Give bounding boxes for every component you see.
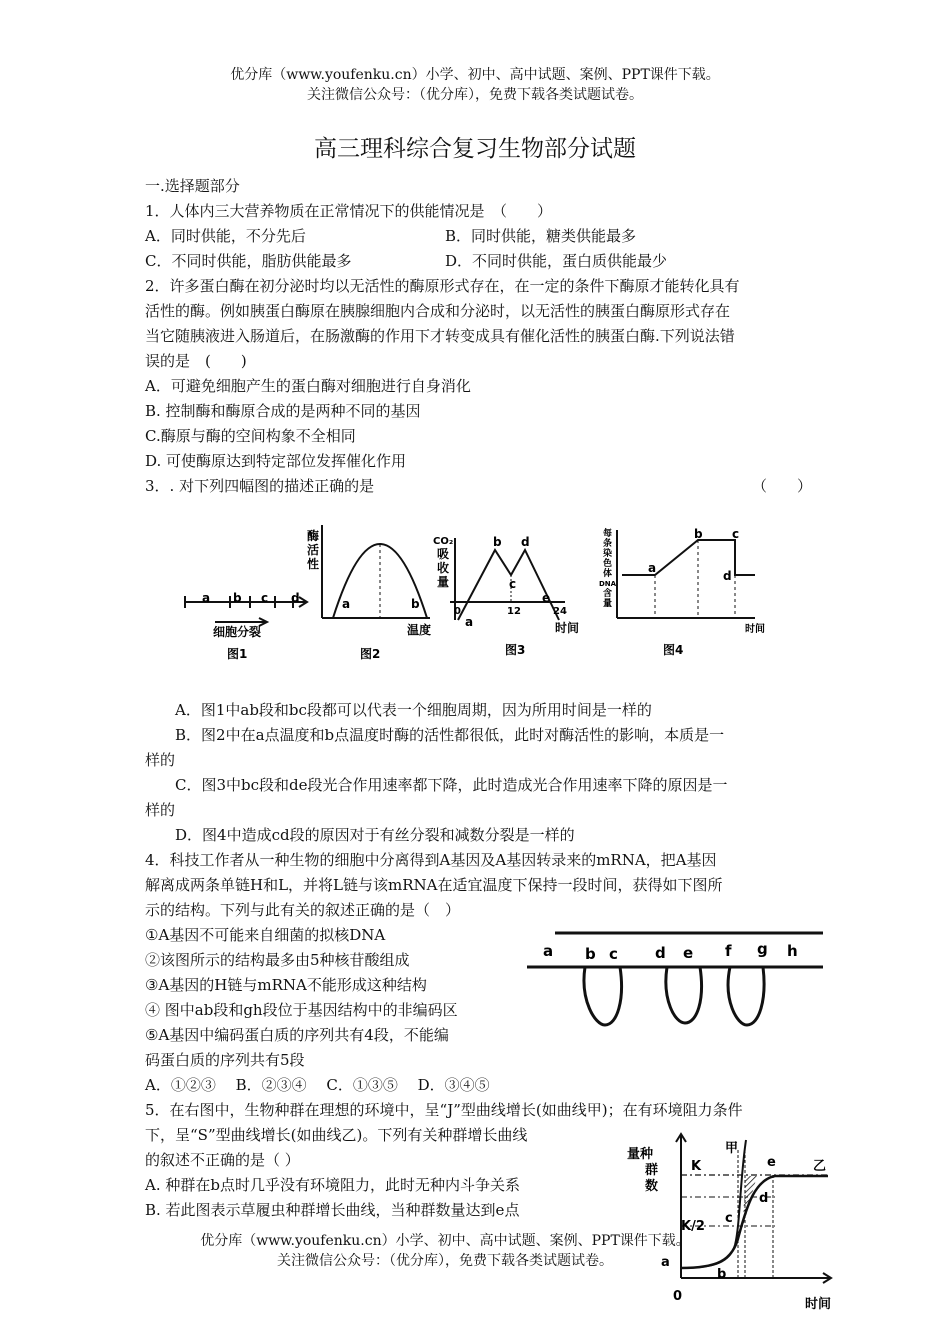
fig4-ylabel-7: 含 (603, 589, 613, 599)
q5-ylabel-3: 数 (645, 1179, 659, 1194)
q2-option-a: A．可避免细胞产生的蛋白酶对细胞进行自身消化 (145, 377, 471, 395)
q5-stem-line-1: 5．在右图中，生物种群在理想的环境中，呈“J”型曲线增长(如曲线甲)；在有环境阻力条件 (145, 1101, 743, 1119)
q4-label-h: h (787, 942, 798, 960)
q3-answer-paren: （ ） (752, 477, 813, 495)
fig3-point-c: c (509, 577, 517, 591)
q2-option-d: D. 可使酶原达到特定部位发挥催化作用 (145, 452, 407, 470)
q1-option-c: C．不同时供能，脂肪供能最多 (145, 252, 352, 270)
q4-statement-3: ③A基因的H链与mRNA不能形成这种结构 (145, 976, 427, 994)
q5-curve-yi: 乙 (813, 1159, 827, 1174)
fig1-point-b: b (233, 591, 242, 605)
q4-statement-4: ④ 图中ab段和gh段位于基因结构中的非编码区 (145, 1001, 458, 1019)
q5-xlabel: 时间 (805, 1297, 832, 1312)
q4-label-a: a (543, 942, 554, 960)
fig3-ylabel-2: 吸 (437, 547, 450, 561)
fig1-xlabel: 细胞分裂 (213, 625, 262, 639)
fig4-dna-per-chromosome (617, 530, 755, 618)
fig3-xlabel: 时间 (555, 621, 580, 635)
q4-label-e: e (683, 944, 694, 962)
header-line-1: 优分库（www.youfenku.cn）小学、初中、高中试题、案例、PPT课件下载。 (230, 67, 720, 83)
fig4-ylabel-2: 条 (603, 539, 613, 549)
fig4-ylabel-6: DNA (599, 580, 617, 588)
fig2-point-b: b (411, 597, 420, 611)
fig4-ylabel-1: 每 (603, 529, 613, 539)
fig3-caption: 图3 (505, 643, 526, 657)
q5-point-c: c (725, 1211, 733, 1226)
fig3-tick-0: 0 (454, 606, 461, 617)
q3-option-d: D．图4中造成cd段的原因对于有丝分裂和减数分裂是一样的 (175, 826, 575, 844)
q4-stem-line-1: 4．科技工作者从一种生物的细胞中分离得到A基因及A基因转录来的mRNA，把A基因 (145, 851, 717, 869)
fig3-ylabel-3: 收 (437, 561, 450, 575)
q3-stem: 3．. 对下列四幅图的描述正确的是 (145, 477, 375, 495)
q4-hybrid-figure (525, 925, 825, 1035)
fig3-point-e: e (542, 591, 551, 605)
fig3-point-a: a (465, 615, 474, 629)
q4-choices: A．①②③ B．②③④ C．①③⑤ D．③④⑤ (145, 1076, 490, 1094)
q5-ylabel-1: 量种 (627, 1147, 654, 1162)
q4-label-g: g (757, 940, 768, 958)
q2-stem-line-1: 2．许多蛋白酶在初分泌时均以无活性的酶原形式存在，在一定的条件下酶原才能转化具有 (145, 277, 740, 295)
header-line-2: 关注微信公众号：（优分库），免费下载各类试题试卷。 (307, 87, 643, 103)
q5-stem-line-3: 的叙述不正确的是（ ） (145, 1151, 300, 1169)
fig2-point-a: a (342, 597, 351, 611)
section-heading: 一.选择题部分 (145, 177, 240, 195)
fig4-point-b: b (694, 527, 703, 541)
q4-statement-5-line-1: ⑤A基因中编码蛋白质的序列共有4段，不能编 (145, 1026, 449, 1044)
q3-four-figures (175, 520, 795, 670)
fig2-caption: 图2 (360, 647, 381, 661)
fig4-ylabel-3: 染 (603, 549, 613, 559)
q5-k-label: K (691, 1159, 702, 1174)
fig2-ylabel-3: 性 (307, 557, 320, 571)
q5-point-b: b (717, 1267, 727, 1282)
q3-option-c-line-2: 样的 (145, 801, 176, 819)
fig2-xlabel: 温度 (407, 623, 432, 637)
q5-option-a: A. 种群在b点时几乎没有环境阻力，此时无种内斗争关系 (145, 1176, 520, 1194)
fig3-ylabel-4: 量 (437, 575, 450, 589)
q4-label-f: f (725, 942, 732, 960)
q5-stem-line-2: 下，呈“S”型曲线增长(如曲线乙)。下列有关种群增长曲线 (145, 1126, 528, 1144)
q4-statement-5-line-2: 码蛋白质的序列共有5段 (145, 1051, 305, 1069)
q4-stem-line-3: 示的结构。下列与此有关的叙述正确的是（ ） (145, 901, 461, 919)
fig3-point-d: d (521, 535, 530, 549)
q2-option-c: C.酶原与酶的空间构象不全相同 (145, 427, 356, 445)
q4-strands (527, 933, 823, 1025)
q2-stem-line-2: 活性的酶。例如胰蛋白酶原在胰腺细胞内合成和分泌时，以无活性的胰蛋白酶原形式存在 (145, 302, 731, 320)
q5-point-a: a (661, 1255, 670, 1270)
q2-stem-line-4: 误的是 ( ) (145, 352, 247, 370)
q3-option-b-line-1: B．图2中在a点温度和b点温度时酶的活性都很低，此时对酶活性的影响，本质是一 (175, 726, 725, 744)
fig4-xlabel: 时间 (745, 624, 765, 635)
footer-line-1: 优分库（www.youfenku.cn）小学、初中、高中试题、案例、PPT课件下载。 (200, 1233, 690, 1249)
q1-option-b: B．同时供能，糖类供能最多 (445, 227, 637, 245)
q4-statement-1: ①A基因不可能来自细菌的拟核DNA (145, 926, 386, 944)
fig2-ylabel-1: 酶 (307, 529, 320, 543)
q4-statement-2: ②该图所示的结构最多由5种核苷酸组成 (145, 951, 410, 969)
q5-curve-jia: 甲 (725, 1141, 739, 1156)
fig4-point-d: d (723, 569, 732, 583)
q2-option-b: B. 控制酶和酶原合成的是两种不同的基因 (145, 402, 421, 420)
fig1-caption: 图1 (227, 647, 248, 661)
q5-k2-label: K/2 (681, 1219, 705, 1234)
q4-label-d: d (655, 944, 666, 962)
fig3-tick-12: 12 (507, 606, 521, 617)
q1-option-d: D．不同时供能，蛋白质供能最少 (445, 252, 668, 270)
fig4-caption: 图4 (663, 643, 684, 657)
fig4-point-c: c (732, 527, 740, 541)
fig2-ylabel-2: 活 (307, 543, 320, 557)
q4-label-b: b (585, 945, 596, 963)
fig3-tick-24: 24 (553, 606, 567, 617)
fig4-ylabel-8: 量 (603, 599, 613, 609)
q5-point-d: d (759, 1191, 769, 1206)
q4-stem-line-2: 解离成两条单链H和L，并将L链与该mRNA在适宜温度下保持一段时间，获得如下图所 (145, 876, 723, 894)
q3-option-b-line-2: 样的 (145, 751, 176, 769)
q5-point-e: e (767, 1155, 776, 1170)
fig4-point-a: a (648, 561, 657, 575)
q1-option-a: A．同时供能，不分先后 (145, 227, 306, 245)
fig1-point-d: d (291, 591, 300, 605)
q4-label-c: c (609, 945, 618, 963)
page-title: 高三理科综合复习生物部分试题 (314, 136, 636, 162)
q3-option-c-line-1: C．图3中bc段和de段光合作用速率都下降，此时造成光合作用速率下降的原因是一 (175, 776, 728, 794)
q5-population-growth-figure (615, 1130, 845, 1315)
footer-line-2: 关注微信公众号：（优分库），免费下载各类试题试卷。 (277, 1253, 613, 1269)
q1-stem: 1．人体内三大营养物质在正常情况下的供能情况是 （ ） (145, 202, 553, 220)
q3-option-a: A．图1中ab段和bc段都可以代表一个细胞周期，因为所用时间是一样的 (175, 701, 652, 719)
fig3-ylabel-1: CO₂ (433, 536, 454, 547)
fig4-ylabel-5: 体 (603, 569, 613, 579)
q5-ylabel-2: 群 (645, 1163, 659, 1178)
fig1-point-c: c (261, 591, 269, 605)
fig4-ylabel-4: 色 (603, 559, 613, 569)
q5-option-b: B. 若此图表示草履虫种群增长曲线，当种群数量达到e点 (145, 1201, 520, 1219)
q5-origin: 0 (673, 1289, 683, 1304)
fig1-point-a: a (202, 591, 211, 605)
q2-stem-line-3: 当它随胰液进入肠道后，在肠激酶的作用下才转变成具有催化活性的胰蛋白酶.下列说法错 (145, 327, 735, 345)
fig3-point-b: b (493, 535, 502, 549)
